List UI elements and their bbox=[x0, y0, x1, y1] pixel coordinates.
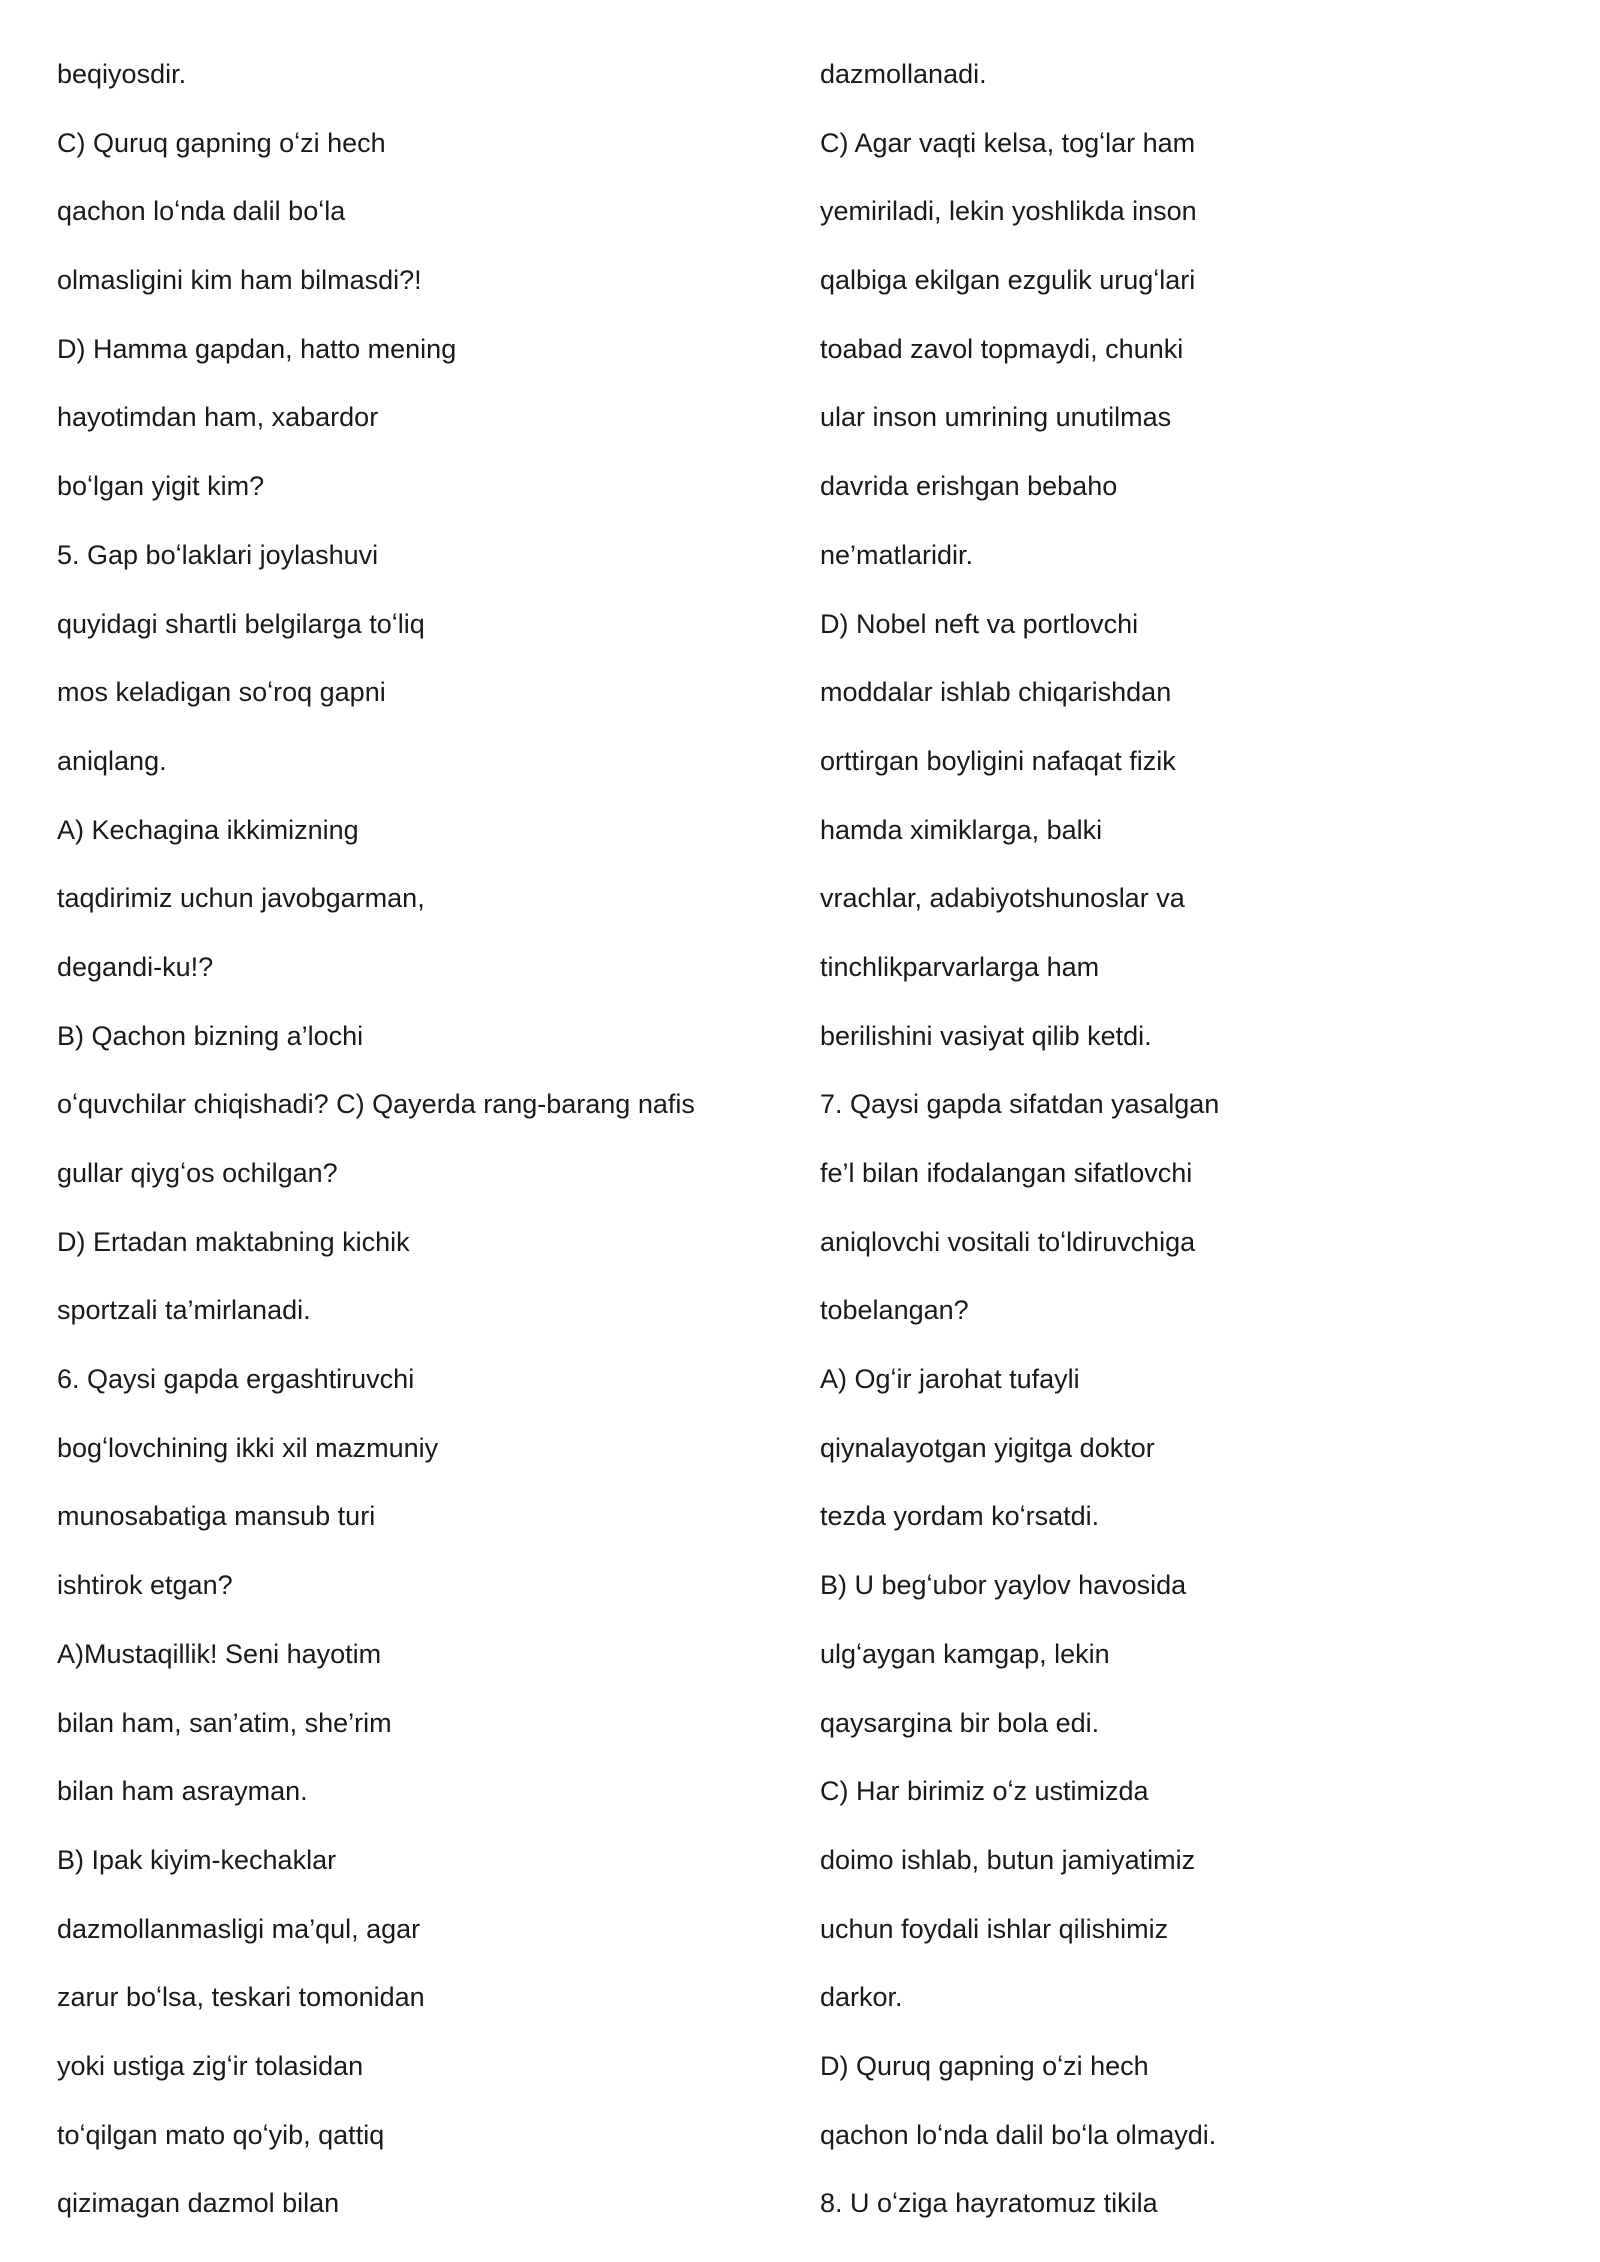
text-line: fe’l bilan ifodalangan sifatlovchi bbox=[820, 1158, 1193, 1188]
text-line: uchun foydali ishlar qilishimiz bbox=[820, 1913, 1169, 1944]
text-line: bilan ham, san’atim, she’rim bbox=[57, 1707, 392, 1738]
text-line: hamda ximiklarga, balki bbox=[820, 814, 1103, 845]
text-line: degandi-ku!? bbox=[57, 951, 214, 982]
text-line: berilishini vasiyat qilib ketdi. bbox=[820, 1020, 1152, 1051]
text-line: darkor. bbox=[820, 1982, 903, 2013]
text-line: C) Har birimiz oʻz ustimizda bbox=[820, 1776, 1149, 1807]
text-line: hayotimdan ham, xabardor bbox=[57, 402, 379, 433]
text-line: qachon loʻnda dalil boʻla olmaydi. bbox=[820, 2119, 1217, 2150]
text-line: D) Nobel neft va portlovchi bbox=[820, 608, 1139, 639]
question-8-line: 8. U oʻziga hayratomuz tikila bbox=[820, 2188, 1158, 2219]
text-line: D) Hamma gapdan, hatto mening bbox=[57, 333, 457, 364]
text-line: doimo ishlab, butun jamiyatimiz bbox=[820, 1844, 1196, 1875]
text-line: A) Kechagina ikkimizning bbox=[57, 814, 359, 845]
text-line: taqdirimiz uchun javobgarman, bbox=[57, 883, 425, 914]
text-line: tinchlikparvarlarga ham bbox=[820, 951, 1100, 982]
text-line: D) Quruq gapning oʻzi hech bbox=[820, 2050, 1149, 2081]
left-column bbox=[57, 52, 797, 2250]
text-line: ishtirok etgan? bbox=[57, 1570, 233, 1601]
text-line: C) Agar vaqti kelsa, togʻlar ham bbox=[820, 127, 1196, 158]
text-line: tobelangan? bbox=[820, 1295, 969, 1326]
text-line: vrachlar, adabiyotshunoslar va bbox=[820, 883, 1185, 914]
text-line: sportzali ta’mirlanadi. bbox=[57, 1295, 311, 1326]
text-line: A)Mustaqillik! Seni hayotim bbox=[57, 1638, 382, 1669]
text-line: oʻquvchilar chiqishadi? C) Qayerda rang-barang nafis bbox=[57, 1089, 695, 1120]
text-line: zarur boʻlsa, teskari tomonidan bbox=[57, 1982, 425, 2013]
text-line: A) Ogʻir jarohat tufayli bbox=[820, 1364, 1080, 1395]
text-line: qalbiga ekilgan ezgulik urugʻlari bbox=[820, 265, 1196, 296]
right-column bbox=[820, 52, 1560, 2250]
text-line: ne’matlaridir. bbox=[820, 539, 974, 570]
text-line: aniqlang. bbox=[57, 745, 167, 776]
text-line: moddalar ishlab chiqarishdan bbox=[820, 677, 1172, 708]
text-line: qachon loʻnda dalil boʻla bbox=[57, 196, 346, 227]
text-line: quyidagi shartli belgilarga toʻliq bbox=[57, 608, 425, 639]
text-line: mos keladigan soʻroq gapni bbox=[57, 677, 386, 708]
question-7-line: 7. Qaysi gapda sifatdan yasalgan bbox=[820, 1089, 1220, 1120]
text-line: toabad zavol topmaydi, chunki bbox=[820, 333, 1184, 364]
text-line: bogʻlovchining ikki xil mazmuniy bbox=[57, 1432, 439, 1463]
text-line: yoki ustiga zigʻir tolasidan bbox=[57, 2050, 364, 2081]
text-line: ulgʻaygan kamgap, lekin bbox=[820, 1638, 1110, 1669]
text-line: D) Ertadan maktabning kichik bbox=[57, 1226, 410, 1257]
question-6-line: 6. Qaysi gapda ergashtiruvchi bbox=[57, 1364, 415, 1395]
question-5-line: 5. Gap boʻlaklari joylashuvi bbox=[57, 539, 379, 570]
text-line: bilan ham asrayman. bbox=[57, 1776, 308, 1807]
text-line: beqiyosdir. bbox=[57, 59, 187, 89]
text-line: davrida erishgan bebaho bbox=[820, 471, 1118, 502]
text-line: B) Qachon bizning a’lochi bbox=[57, 1020, 364, 1051]
text-line: C) Quruq gapning oʻzi hech bbox=[57, 127, 386, 158]
text-line: gullar qiygʻos ochilgan? bbox=[57, 1158, 338, 1188]
text-line: yemiriladi, lekin yoshlikda inson bbox=[820, 196, 1197, 227]
text-line: tezda yordam koʻrsatdi. bbox=[820, 1501, 1100, 1532]
text-line: qizimagan dazmol bilan bbox=[57, 2188, 340, 2219]
text-line: munosabatiga mansub turi bbox=[57, 1501, 376, 1532]
text-line: B) Ipak kiyim-kechaklar bbox=[57, 1844, 337, 1875]
text-line: qaysargina bir bola edi. bbox=[820, 1707, 1100, 1738]
text-line: orttirgan boyligini nafaqat fizik bbox=[820, 745, 1176, 776]
text-line: dazmollanadi. bbox=[820, 59, 987, 89]
text-line: aniqlovchi vositali toʻldiruvchiga bbox=[820, 1226, 1196, 1257]
text-line: ular inson umrining unutilmas bbox=[820, 402, 1172, 433]
text-line: boʻlgan yigit kim? bbox=[57, 471, 265, 502]
text-line: qiynalayotgan yigitga doktor bbox=[820, 1432, 1155, 1463]
text-line: toʻqilgan mato qoʻyib, qattiq bbox=[57, 2119, 385, 2150]
text-line: olmasligini kim ham bilmasdi?! bbox=[57, 265, 422, 296]
text-line: B) U begʻubor yaylov havosida bbox=[820, 1570, 1187, 1601]
text-line: dazmollanmasligi ma’qul, agar bbox=[57, 1913, 421, 1944]
